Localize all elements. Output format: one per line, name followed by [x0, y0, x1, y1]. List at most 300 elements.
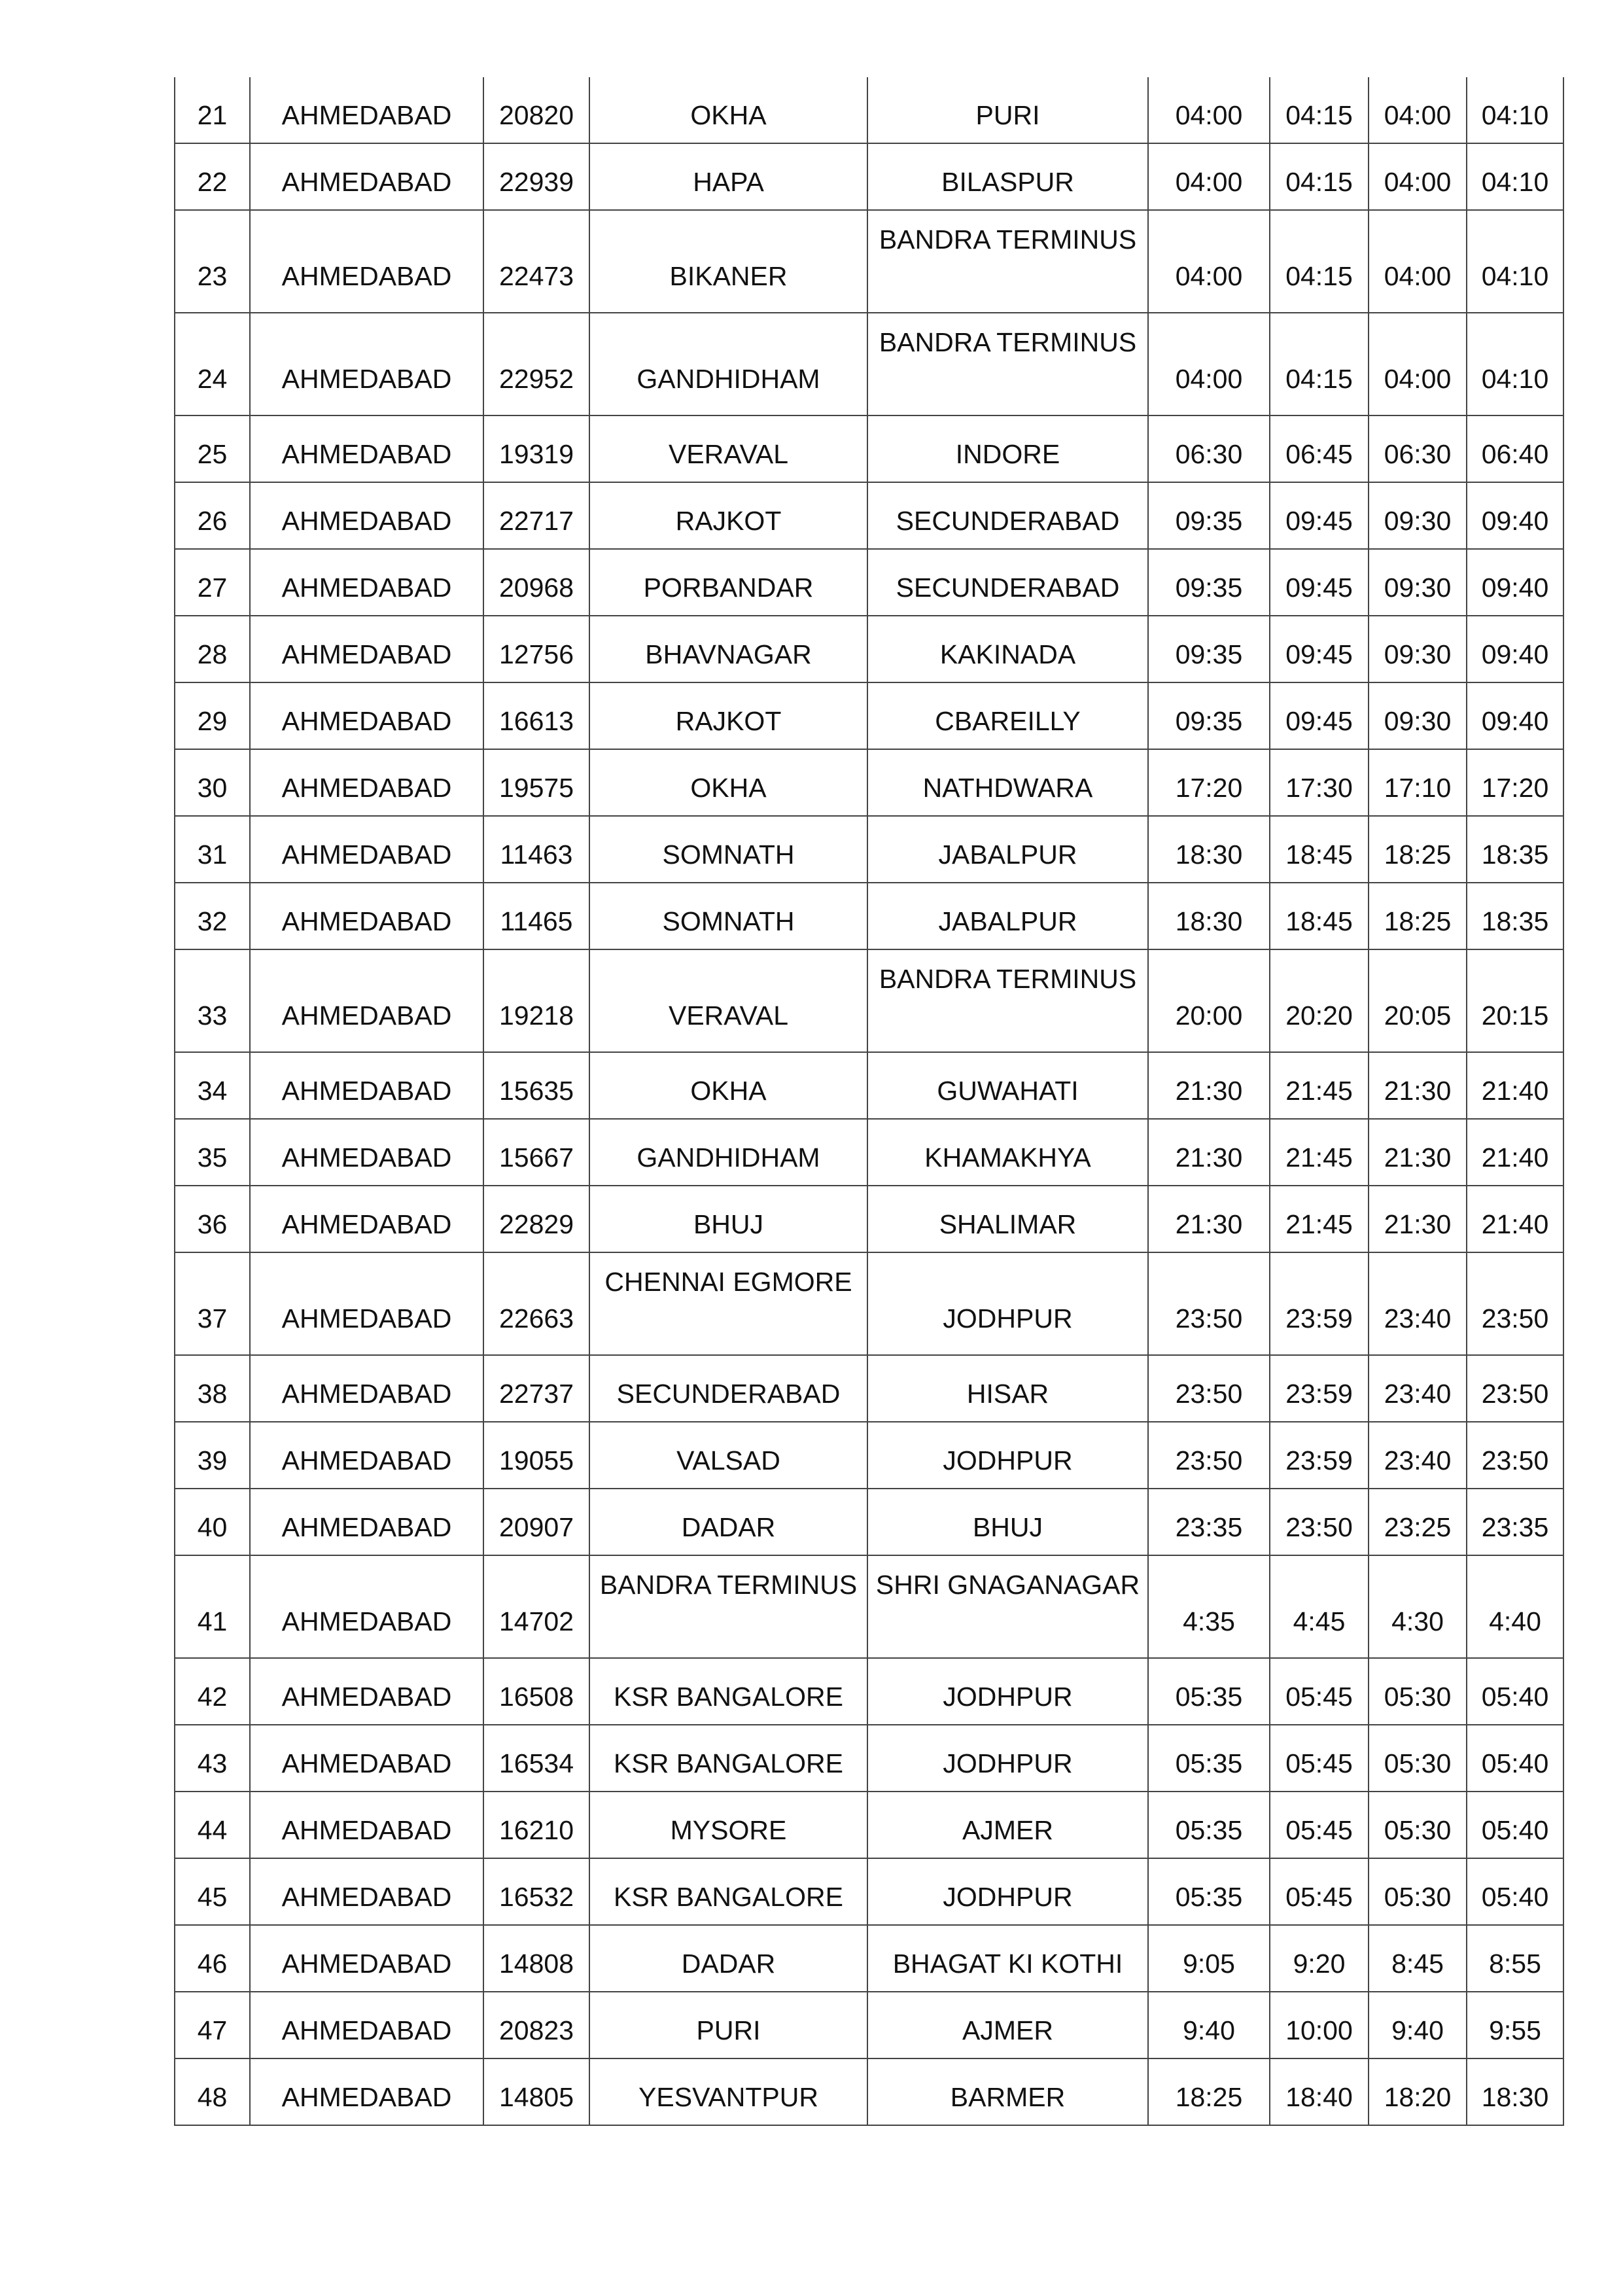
station-cell-text: AHMEDABAD — [281, 573, 452, 603]
time-cell-3-text: 09:30 — [1384, 506, 1452, 536]
time-cell-1-text: 9:05 — [1183, 1949, 1235, 1979]
serial-number-cell — [175, 415, 250, 482]
time-cell-4-text: 23:50 — [1481, 1445, 1549, 1475]
station-cell — [250, 1186, 483, 1252]
train-number-cell-text: 20968 — [498, 573, 574, 603]
time-cell-2 — [1270, 616, 1369, 682]
time-cell-2-text: 04:15 — [1285, 167, 1353, 197]
destination-cell-text: INDORE — [955, 439, 1060, 469]
serial-number-cell — [175, 1858, 250, 1925]
time-cell-3 — [1369, 1119, 1467, 1186]
time-cell-1 — [1148, 816, 1270, 883]
train-number-cell — [483, 1992, 589, 2058]
destination-cell-text: SECUNDERABAD — [896, 573, 1120, 603]
train-number-cell-text: 14805 — [498, 2082, 574, 2112]
time-cell-3 — [1369, 1925, 1467, 1992]
time-cell-4-text: 23:50 — [1481, 1303, 1549, 1333]
time-cell-4 — [1467, 415, 1563, 482]
train-number-cell-text: 22717 — [498, 506, 574, 536]
time-cell-3 — [1369, 1186, 1467, 1252]
destination-cell — [867, 143, 1148, 210]
train-number-cell-text: 22473 — [498, 261, 574, 291]
time-cell-1 — [1148, 1725, 1270, 1792]
station-cell — [250, 1725, 483, 1792]
origin-cell — [589, 1792, 867, 1858]
destination-cell — [867, 883, 1148, 949]
station-cell — [250, 313, 483, 415]
station-cell-text: AHMEDABAD — [281, 773, 452, 803]
time-cell-4 — [1467, 1489, 1563, 1555]
time-cell-1 — [1148, 1555, 1270, 1658]
destination-cell-text: BHAGAT KI KOTHI — [892, 1949, 1123, 1979]
table-row — [175, 883, 1563, 949]
serial-number-cell — [175, 749, 250, 816]
train-number-cell-text: 22737 — [498, 1379, 574, 1409]
station-cell — [250, 1925, 483, 1992]
time-cell-2 — [1270, 1052, 1369, 1119]
time-cell-4 — [1467, 143, 1563, 210]
serial-number-cell — [175, 883, 250, 949]
time-cell-4 — [1467, 482, 1563, 549]
destination-cell — [867, 1052, 1148, 1119]
destination-cell — [867, 415, 1148, 482]
origin-cell — [589, 2058, 867, 2125]
time-cell-3 — [1369, 816, 1467, 883]
time-cell-1-text: 18:30 — [1175, 906, 1243, 936]
train-number-cell-text: 22952 — [498, 364, 574, 394]
time-cell-1-text: 05:35 — [1175, 1815, 1243, 1845]
origin-cell — [589, 1422, 867, 1489]
destination-cell — [867, 1119, 1148, 1186]
serial-number-cell-text: 36 — [197, 1209, 228, 1239]
station-cell-text: AHMEDABAD — [281, 100, 452, 130]
time-cell-3 — [1369, 77, 1467, 143]
origin-cell-text: KSR BANGALORE — [614, 1882, 843, 1912]
serial-number-cell — [175, 1658, 250, 1725]
time-cell-1 — [1148, 1489, 1270, 1555]
origin-cell-text: YESVANTPUR — [638, 2082, 818, 2112]
serial-number-cell — [175, 1489, 250, 1555]
table-row — [175, 749, 1563, 816]
time-cell-2 — [1270, 1658, 1369, 1725]
time-cell-4-text: 21:40 — [1481, 1209, 1549, 1239]
station-cell — [250, 1992, 483, 2058]
origin-cell — [589, 482, 867, 549]
train-number-cell — [483, 1489, 589, 1555]
time-cell-1 — [1148, 1186, 1270, 1252]
train-number-cell — [483, 883, 589, 949]
table-row — [175, 1658, 1563, 1725]
table-row — [175, 1186, 1563, 1252]
time-cell-3-text: 04:00 — [1384, 364, 1452, 394]
time-cell-2-text: 23:59 — [1285, 1379, 1353, 1409]
time-cell-2 — [1270, 415, 1369, 482]
train-number-cell-text: 16210 — [498, 1815, 574, 1845]
time-cell-4 — [1467, 1422, 1563, 1489]
station-cell — [250, 1489, 483, 1555]
time-cell-2-text: 4:45 — [1293, 1606, 1346, 1636]
station-cell-text: AHMEDABAD — [281, 364, 452, 394]
serial-number-cell-text: 45 — [197, 1882, 228, 1912]
serial-number-cell-text: 28 — [197, 639, 228, 669]
time-cell-3 — [1369, 2058, 1467, 2125]
destination-cell-text: JABALPUR — [938, 906, 1077, 936]
origin-cell — [589, 749, 867, 816]
train-number-cell — [483, 1658, 589, 1725]
table-row — [175, 1992, 1563, 2058]
origin-cell-text: BIKANER — [669, 261, 788, 291]
table-row — [175, 1792, 1563, 1858]
time-cell-4 — [1467, 816, 1563, 883]
time-cell-1 — [1148, 77, 1270, 143]
time-cell-2 — [1270, 1992, 1369, 2058]
destination-cell-text: BILASPUR — [941, 167, 1074, 197]
time-cell-2 — [1270, 210, 1369, 313]
station-cell — [250, 749, 483, 816]
station-cell — [250, 1422, 483, 1489]
time-cell-1-text: 05:35 — [1175, 1682, 1243, 1712]
serial-number-cell — [175, 1052, 250, 1119]
time-cell-2-text: 05:45 — [1285, 1815, 1353, 1845]
time-cell-3-text: 9:40 — [1391, 2015, 1444, 2045]
time-cell-2-text: 17:30 — [1285, 773, 1353, 803]
time-cell-2-text: 18:40 — [1285, 2082, 1353, 2112]
destination-cell — [867, 1422, 1148, 1489]
time-cell-3-text: 04:00 — [1384, 100, 1452, 130]
origin-cell-text: VERAVAL — [668, 1000, 789, 1031]
table-row — [175, 1422, 1563, 1489]
station-cell — [250, 143, 483, 210]
station-cell-text: AHMEDABAD — [281, 1000, 452, 1031]
origin-cell — [589, 1186, 867, 1252]
destination-cell-text: AJMER — [962, 2015, 1053, 2045]
origin-cell-text: CHENNAI EGMORE — [604, 1267, 852, 1297]
time-cell-2-text: 23:59 — [1285, 1445, 1353, 1475]
destination-cell — [867, 1992, 1148, 2058]
destination-cell-text: JODHPUR — [943, 1882, 1073, 1912]
time-cell-2-text: 21:45 — [1285, 1209, 1353, 1239]
time-cell-4 — [1467, 616, 1563, 682]
table-row — [175, 1489, 1563, 1555]
time-cell-3-text: 23:40 — [1384, 1379, 1452, 1409]
origin-cell-text: OKHA — [690, 773, 767, 803]
time-cell-4-text: 18:35 — [1481, 839, 1549, 870]
time-cell-4 — [1467, 549, 1563, 616]
train-number-cell-text: 11465 — [500, 906, 573, 936]
time-cell-1-text: 09:35 — [1175, 573, 1243, 603]
station-cell-text: AHMEDABAD — [281, 1949, 452, 1979]
table-row — [175, 816, 1563, 883]
train-number-cell — [483, 415, 589, 482]
origin-cell-text: RAJKOT — [675, 506, 782, 536]
train-number-cell — [483, 1555, 589, 1658]
destination-cell-text: AJMER — [962, 1815, 1053, 1845]
station-cell — [250, 1119, 483, 1186]
time-cell-4-text: 09:40 — [1481, 573, 1549, 603]
time-cell-4 — [1467, 1992, 1563, 2058]
time-cell-2-text: 21:45 — [1285, 1076, 1353, 1106]
time-cell-3-text: 8:45 — [1391, 1949, 1444, 1979]
time-cell-1-text: 18:25 — [1175, 2082, 1243, 2112]
station-cell — [250, 1355, 483, 1422]
time-cell-1 — [1148, 949, 1270, 1052]
origin-cell — [589, 1489, 867, 1555]
time-cell-2 — [1270, 1489, 1369, 1555]
station-cell-text: AHMEDABAD — [281, 706, 452, 736]
train-number-cell-text: 11463 — [500, 839, 573, 870]
station-cell — [250, 77, 483, 143]
serial-number-cell-text: 48 — [197, 2082, 228, 2112]
origin-cell — [589, 77, 867, 143]
train-number-cell-text: 16508 — [498, 1682, 574, 1712]
time-cell-1 — [1148, 1355, 1270, 1422]
destination-cell-text: HISAR — [966, 1379, 1049, 1409]
serial-number-cell-text: 31 — [197, 839, 228, 870]
time-cell-3 — [1369, 1658, 1467, 1725]
origin-cell — [589, 682, 867, 749]
train-number-cell — [483, 1186, 589, 1252]
serial-number-cell — [175, 77, 250, 143]
time-cell-3 — [1369, 1052, 1467, 1119]
serial-number-cell-text: 37 — [197, 1303, 228, 1333]
train-number-cell-text: 20823 — [498, 2015, 574, 2045]
time-cell-2 — [1270, 749, 1369, 816]
time-cell-1-text: 9:40 — [1183, 2015, 1235, 2045]
serial-number-cell-text: 24 — [197, 364, 228, 394]
time-cell-1 — [1148, 415, 1270, 482]
station-cell — [250, 616, 483, 682]
time-cell-1-text: 06:30 — [1175, 439, 1243, 469]
origin-cell — [589, 1252, 867, 1355]
train-number-cell-text: 22829 — [498, 1209, 574, 1239]
train-number-cell — [483, 1725, 589, 1792]
train-number-cell-text: 20820 — [498, 100, 574, 130]
station-cell-text: AHMEDABAD — [281, 639, 452, 669]
station-cell-text: AHMEDABAD — [281, 1209, 452, 1239]
station-cell — [250, 549, 483, 616]
station-cell-text: AHMEDABAD — [281, 1076, 452, 1106]
time-cell-3-text: 23:25 — [1384, 1512, 1452, 1542]
serial-number-cell-text: 22 — [197, 167, 228, 197]
destination-cell — [867, 77, 1148, 143]
station-cell-text: AHMEDABAD — [281, 1303, 452, 1333]
time-cell-2-text: 09:45 — [1285, 573, 1353, 603]
time-cell-4 — [1467, 77, 1563, 143]
serial-number-cell — [175, 313, 250, 415]
serial-number-cell — [175, 682, 250, 749]
station-cell-text: AHMEDABAD — [281, 1142, 452, 1173]
serial-number-cell-text: 21 — [197, 100, 228, 130]
table-row — [175, 143, 1563, 210]
origin-cell — [589, 1052, 867, 1119]
time-cell-1 — [1148, 883, 1270, 949]
origin-cell — [589, 210, 867, 313]
time-cell-4 — [1467, 1858, 1563, 1925]
destination-cell — [867, 1489, 1148, 1555]
table-row — [175, 2058, 1563, 2125]
timetable-body — [175, 77, 1563, 2125]
time-cell-4-text: 23:35 — [1481, 1512, 1549, 1542]
train-number-cell-text: 14702 — [498, 1606, 574, 1636]
time-cell-4 — [1467, 1186, 1563, 1252]
train-number-cell — [483, 482, 589, 549]
table-row — [175, 549, 1563, 616]
table-row — [175, 949, 1563, 1052]
train-number-cell-text: 19575 — [498, 773, 574, 803]
serial-number-cell — [175, 1119, 250, 1186]
destination-cell-text: BARMER — [950, 2082, 1066, 2112]
station-cell-text: AHMEDABAD — [281, 1379, 452, 1409]
time-cell-2 — [1270, 1186, 1369, 1252]
time-cell-1 — [1148, 1422, 1270, 1489]
origin-cell-text: OKHA — [690, 100, 767, 130]
serial-number-cell — [175, 1186, 250, 1252]
time-cell-4 — [1467, 2058, 1563, 2125]
station-cell — [250, 210, 483, 313]
time-cell-3 — [1369, 1992, 1467, 2058]
time-cell-3 — [1369, 415, 1467, 482]
time-cell-4-text: 09:40 — [1481, 639, 1549, 669]
origin-cell — [589, 549, 867, 616]
train-number-cell-text: 15667 — [498, 1142, 574, 1173]
destination-cell-text: KHAMAKHYA — [924, 1142, 1091, 1173]
table-row — [175, 1355, 1563, 1422]
time-cell-2-text: 05:45 — [1285, 1682, 1353, 1712]
time-cell-3 — [1369, 883, 1467, 949]
time-cell-2 — [1270, 77, 1369, 143]
time-cell-2-text: 20:20 — [1285, 1000, 1353, 1031]
serial-number-cell — [175, 482, 250, 549]
time-cell-1 — [1148, 1658, 1270, 1725]
train-number-cell — [483, 1052, 589, 1119]
origin-cell-text: KSR BANGALORE — [614, 1682, 843, 1712]
time-cell-1-text: 04:00 — [1175, 364, 1243, 394]
time-cell-1-text: 09:35 — [1175, 706, 1243, 736]
time-cell-4-text: 9:55 — [1489, 2015, 1541, 2045]
origin-cell-text: OKHA — [690, 1076, 767, 1106]
time-cell-3 — [1369, 1792, 1467, 1858]
time-cell-3-text: 18:20 — [1384, 2082, 1452, 2112]
train-number-cell — [483, 77, 589, 143]
time-cell-3 — [1369, 1725, 1467, 1792]
destination-cell-text: JABALPUR — [938, 839, 1077, 870]
origin-cell-text: KSR BANGALORE — [614, 1748, 843, 1778]
serial-number-cell-text: 47 — [197, 2015, 228, 2045]
destination-cell-text: CBAREILLY — [935, 706, 1081, 736]
destination-cell — [867, 313, 1148, 415]
station-cell — [250, 415, 483, 482]
destination-cell — [867, 1925, 1148, 1992]
destination-cell-text: PURI — [975, 100, 1040, 130]
time-cell-4-text: 23:50 — [1481, 1379, 1549, 1409]
table-row — [175, 77, 1563, 143]
origin-cell-text: PURI — [696, 2015, 761, 2045]
time-cell-2 — [1270, 482, 1369, 549]
time-cell-3-text: 04:00 — [1384, 261, 1452, 291]
train-number-cell — [483, 682, 589, 749]
train-timetable — [174, 77, 1564, 2126]
station-cell — [250, 1555, 483, 1658]
time-cell-3 — [1369, 616, 1467, 682]
time-cell-3-text: 05:30 — [1384, 1882, 1452, 1912]
origin-cell-text: MYSORE — [670, 1815, 787, 1845]
train-number-cell — [483, 949, 589, 1052]
time-cell-4 — [1467, 1925, 1563, 1992]
serial-number-cell — [175, 1725, 250, 1792]
time-cell-2 — [1270, 1252, 1369, 1355]
table-row — [175, 313, 1563, 415]
time-cell-3-text: 21:30 — [1384, 1142, 1452, 1173]
origin-cell-text: PORBANDAR — [643, 573, 814, 603]
station-cell — [250, 1792, 483, 1858]
time-cell-1 — [1148, 2058, 1270, 2125]
train-number-cell — [483, 1252, 589, 1355]
time-cell-3 — [1369, 1355, 1467, 1422]
origin-cell-text: HAPA — [693, 167, 764, 197]
origin-cell-text: GANDHIDHAM — [637, 1142, 820, 1173]
destination-cell — [867, 1555, 1148, 1658]
time-cell-4-text: 09:40 — [1481, 706, 1549, 736]
time-cell-4-text: 20:15 — [1481, 1000, 1549, 1031]
destination-cell — [867, 1658, 1148, 1725]
station-cell-text: AHMEDABAD — [281, 2082, 452, 2112]
time-cell-1 — [1148, 749, 1270, 816]
serial-number-cell-text: 30 — [197, 773, 228, 803]
origin-cell — [589, 949, 867, 1052]
time-cell-3 — [1369, 143, 1467, 210]
time-cell-4-text: 17:20 — [1481, 773, 1549, 803]
time-cell-1-text: 05:35 — [1175, 1882, 1243, 1912]
origin-cell-text: BHAVNAGAR — [645, 639, 812, 669]
time-cell-4-text: 18:35 — [1481, 906, 1549, 936]
serial-number-cell — [175, 210, 250, 313]
time-cell-4 — [1467, 749, 1563, 816]
time-cell-2 — [1270, 2058, 1369, 2125]
origin-cell — [589, 616, 867, 682]
serial-number-cell — [175, 816, 250, 883]
time-cell-1 — [1148, 1052, 1270, 1119]
origin-cell-text: SOMNATH — [662, 906, 795, 936]
destination-cell-text: SHALIMAR — [939, 1209, 1077, 1239]
destination-cell-text: GUWAHATI — [937, 1076, 1079, 1106]
time-cell-3-text: 23:40 — [1384, 1445, 1452, 1475]
serial-number-cell-text: 23 — [197, 261, 228, 291]
serial-number-cell — [175, 1992, 250, 2058]
train-number-cell-text: 12756 — [498, 639, 574, 669]
time-cell-2 — [1270, 1725, 1369, 1792]
origin-cell — [589, 1119, 867, 1186]
time-cell-2 — [1270, 1792, 1369, 1858]
time-cell-1 — [1148, 682, 1270, 749]
time-cell-4 — [1467, 1555, 1563, 1658]
table-row — [175, 682, 1563, 749]
time-cell-3-text: 04:00 — [1384, 167, 1452, 197]
time-cell-1-text: 04:00 — [1175, 261, 1243, 291]
time-cell-3 — [1369, 1555, 1467, 1658]
destination-cell — [867, 616, 1148, 682]
time-cell-3-text: 05:30 — [1384, 1748, 1452, 1778]
destination-cell — [867, 682, 1148, 749]
time-cell-2 — [1270, 1925, 1369, 1992]
destination-cell — [867, 1725, 1148, 1792]
serial-number-cell-text: 27 — [197, 573, 228, 603]
train-number-cell-text: 22939 — [498, 167, 574, 197]
destination-cell — [867, 210, 1148, 313]
train-number-cell — [483, 749, 589, 816]
serial-number-cell — [175, 1555, 250, 1658]
serial-number-cell — [175, 1355, 250, 1422]
origin-cell-text: SECUNDERABAD — [616, 1379, 841, 1409]
